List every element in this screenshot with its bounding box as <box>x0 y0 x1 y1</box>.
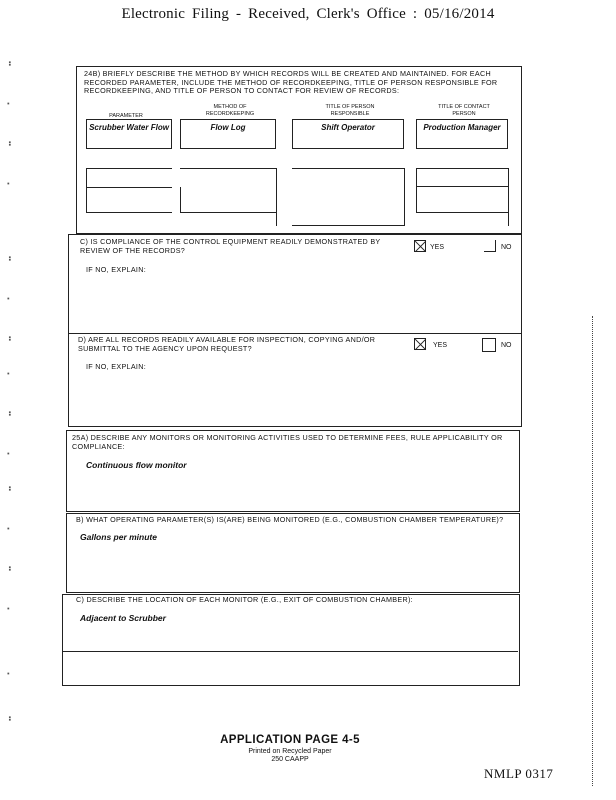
scan-edge-line <box>592 316 593 786</box>
cell-contact-person: Production Manager <box>416 119 508 149</box>
section-25b-question: B) WHAT OPERATING PARAMETER(S) IS(ARE) BEING MONITORED (E.G., COMBUSTION CHAMBER TEMPERATURE)? <box>76 515 504 524</box>
cell-parameter: Scrubber Water Flow <box>86 119 172 149</box>
section-c-yes-checkbox[interactable] <box>414 240 426 252</box>
cell-person-responsible: Shift Operator <box>292 119 404 149</box>
section-d-no-checkbox[interactable] <box>482 338 496 352</box>
section-c-explain-label: IF NO, EXPLAIN: <box>86 265 147 274</box>
bates-stamp: NMLP 0317 <box>484 766 554 781</box>
section-d-no-label: NO <box>501 342 512 349</box>
footer-code: 250 CAAPP <box>271 756 309 763</box>
section-24b-question: 24B) BRIEFLY DESCRIBE THE METHOD BY WHICH RECORDS WILL BE CREATED AND MAINTAINED. FOR EACH RECORDED PARAMETER, INCLUDE THE METHOD OF RECORDKEEPING, TITLE OF PERSON RESPONSIBLE FOR RECORDKEEPING, AND TITLE OF PERSON TO CONTACT FOR REVIEW OF RECORDS: <box>84 69 498 95</box>
section-25c-question: C) DESCRIBE THE LOCATION OF EACH MONITOR (E.G., EXIT OF COMBUSTION CHAMBER): <box>76 595 413 604</box>
section-d-yes-checkbox[interactable] <box>414 338 426 350</box>
filing-header: Electronic Filing - Received, Clerk's Office : 05/16/2014 <box>121 6 495 22</box>
col-header-contact-person: TITLE OF CONTACT PERSON <box>438 104 490 117</box>
section-25b-box <box>66 513 520 593</box>
col-header-person-responsible: TITLE OF PERSON RESPONSIBLE <box>325 104 375 117</box>
section-25c-box <box>62 594 520 686</box>
section-25b-answer: Gallons per minute <box>80 532 157 542</box>
section-c-question: C) IS COMPLIANCE OF THE CONTROL EQUIPMENT READILY DEMONSTRATED BY REVIEW OF THE RECORDS? <box>80 237 381 255</box>
footer-page-title: APPLICATION PAGE 4-5 <box>220 734 360 746</box>
footer-recycled-paper: Printed on Recycled Paper <box>248 748 332 755</box>
section-c-no-checkbox[interactable] <box>484 240 496 252</box>
section-25a-answer: Continuous flow monitor <box>86 460 187 470</box>
section-d-explain-label: IF NO, EXPLAIN: <box>86 362 147 371</box>
cell-method: Flow Log <box>180 119 276 149</box>
section-25a-question: 25A) DESCRIBE ANY MONITORS OR MONITORING ACTIVITIES USED TO DETERMINE FEES, RULE APPLICABILITY OR COMPLIANCE: <box>72 433 503 451</box>
section-25c-divider <box>62 651 518 652</box>
section-d-question: D) ARE ALL RECORDS READILY AVAILABLE FOR INSPECTION, COPYING AND/OR SUBMITTAL TO THE AGENCY UPON REQUEST? <box>78 335 376 353</box>
section-c-yes-label: YES <box>430 244 445 251</box>
section-25c-answer: Adjacent to Scrubber <box>80 613 166 623</box>
col-header-method: METHOD OF RECORDKEEPING <box>205 104 255 117</box>
col-header-parameter: PARAMETER <box>109 113 143 119</box>
section-d-yes-label: YES <box>433 342 448 349</box>
section-c-no-label: NO <box>501 244 512 251</box>
